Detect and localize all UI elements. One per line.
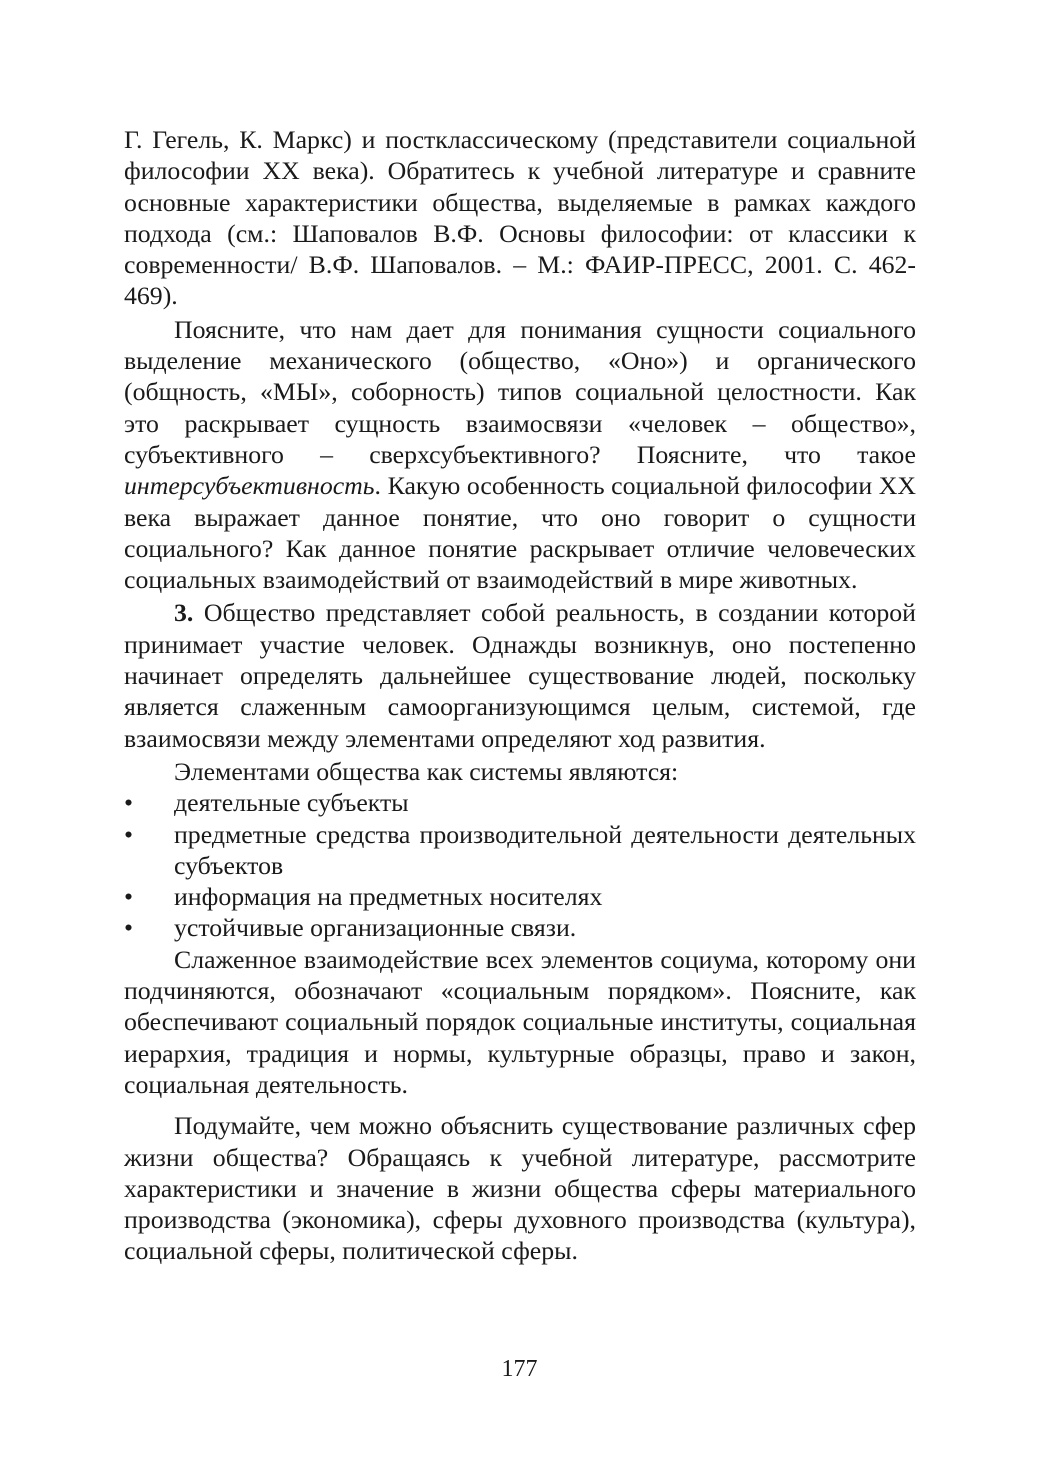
list-item: • деятельные субъекты [124, 788, 409, 818]
paragraph-2-part-a: Поясните, что нам дает для понимания сущности социального выделение механического (общество, «Оно») и органического (общность, «МЫ», соборность) типов социальной целостности. Как это раскрывает сущность взаимосвязи «человек – общество», субъективного – сверхсубъективного? Поясните, что такое [124, 314, 916, 469]
paragraph-5: Слаженное взаимодействие всех элементов социума, которому они подчиняются, обозначают «социальным порядком». Поясните, как обеспечивают социальный порядок социальные институты, социальная иерархия, традиция и нормы, культурные образцы, право и закон, социальная деятельность. [124, 944, 916, 1099]
paragraph-2-part-b: . Какую особенность социальной философии XX века выражает данное понятие, что оно говорит о сущности социального? Как данное понятие раскрывает отличие человеческих социальных взаимодействий от взаимодействий в мире животных. [124, 471, 916, 595]
bullet-icon: • [124, 788, 134, 818]
page-number: 177 [501, 1356, 538, 1382]
paragraph-3 [124, 597, 916, 753]
paragraph-1: Г. Гегель, К. Маркс) и постклассическому (представители социальной философии XX века). Обратитесь к учебной литературе и сравните основные характеристики общества, выделяемые в рамках каждого подхода (см.: Шаповалов В.Ф. Основы философии: от классики к современности/ В.Ф. Шаповалов. – М.: ФАИР-ПРЕСС, 2001. С. 462-469). [124, 125, 916, 311]
bullet-icon: • [124, 882, 134, 912]
list-item: • устойчивые организационные связи. [124, 913, 577, 943]
paragraph-6: Подумайте, чем можно объяснить существование различных сфер жизни общества? Обращаясь к учебной литературе, рассмотрите характеристики и значение в жизни общества сферы материального производства (экономика), сферы духовного производства (культура), социальной сферы, политической сферы. [124, 1111, 916, 1266]
paragraph-4: Элементами общества как системы являются: [174, 756, 679, 786]
list-item: • предметные средства производительной деятельности деятельных субъектов [124, 819, 916, 880]
page-body [124, 124, 916, 1267]
elements-list [124, 787, 916, 943]
bullet-icon: • [124, 819, 134, 849]
term-intersubjectivity: интерсубъективность [124, 471, 375, 501]
list-item: • информация на предметных носителях [124, 882, 603, 912]
item-number: 3. [174, 598, 194, 628]
bullet-icon: • [124, 913, 134, 943]
paragraph-3-text: Общество представляет собой реальность, в создании которой принимает участие человек. Однажды возникнув, оно постепенно начинает определять дальнейшее существование людей, поскольку является слаженным самоорганизующимся целым, системой, где взаимосвязи между элементами определяют ход развития. [124, 598, 916, 753]
paragraph-2 [124, 314, 916, 596]
